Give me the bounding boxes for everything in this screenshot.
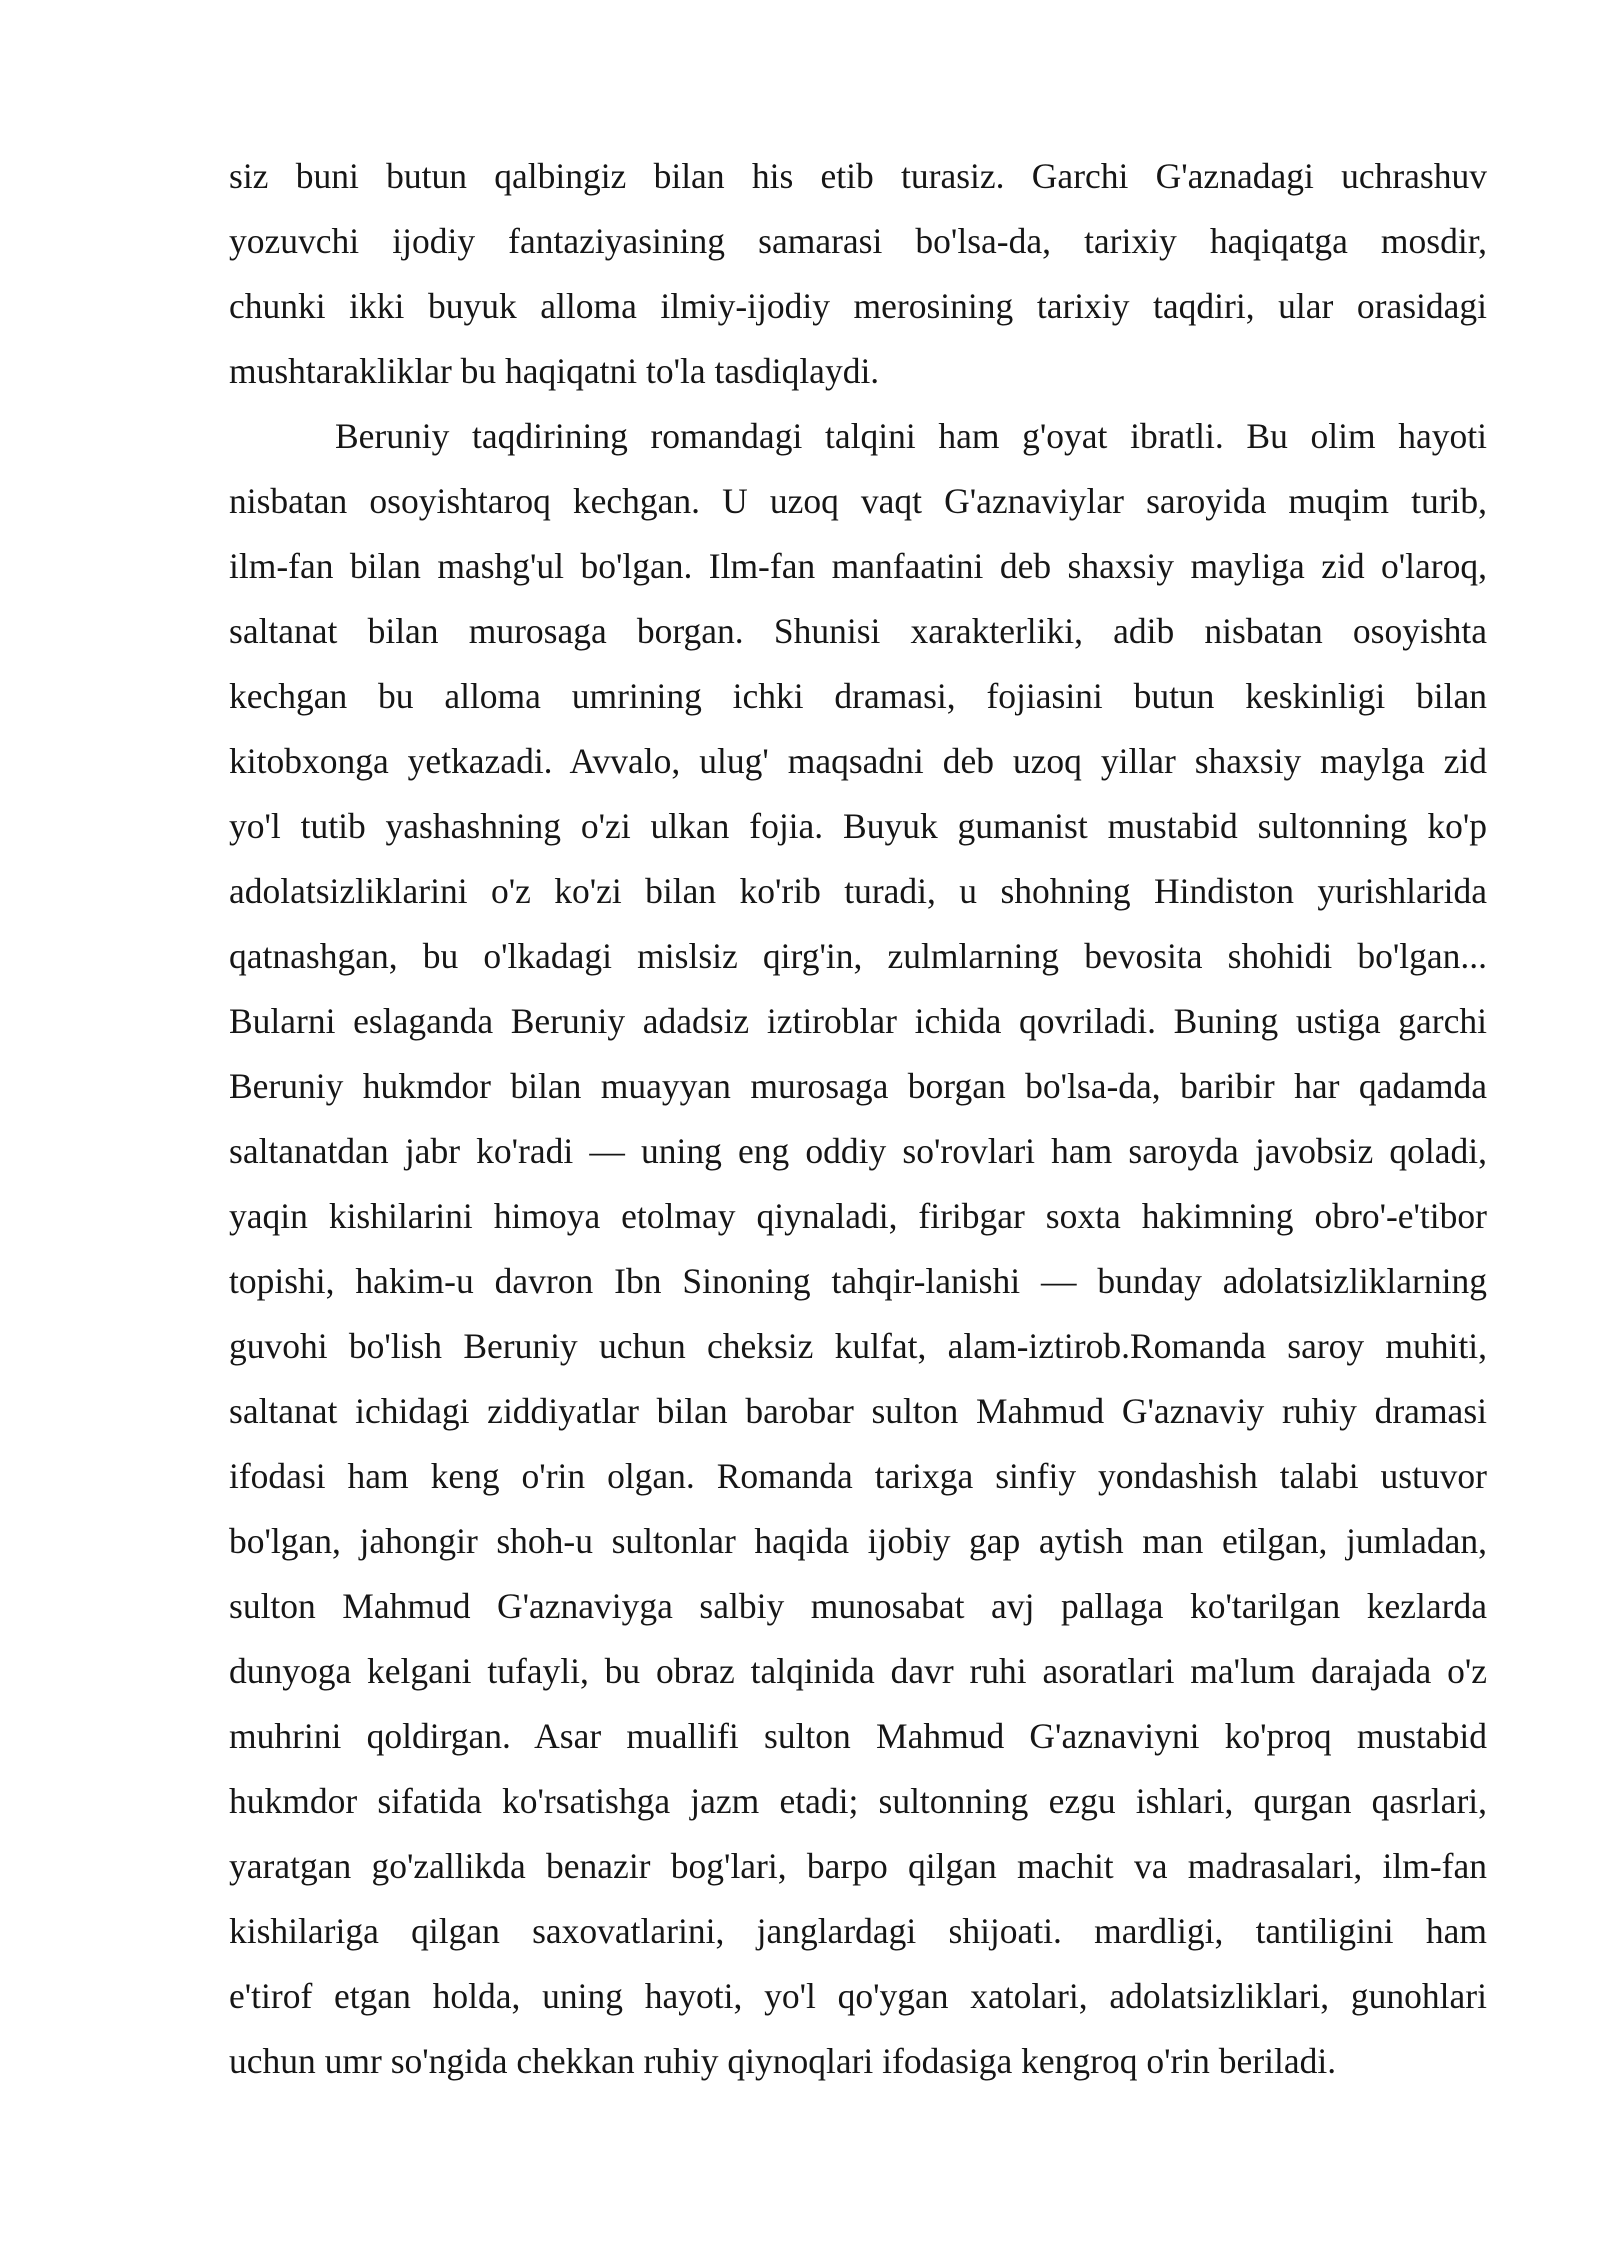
text-line: mushtarakliklar bu haqiqatni to'la tasdiqlaydi.: [229, 351, 880, 391]
text-line: guvohi bo'lish Beruniy uchun cheksiz kulfat, alam-iztirob.Romanda saroy muhiti,: [229, 1326, 1487, 1366]
paragraph-2: [229, 410, 1487, 2100]
text-line: kitobxonga yetkazadi. Avvalo, ulug' maqsadni deb uzoq yillar shaxsiy maylga zid: [229, 741, 1487, 781]
text-line: yozuvchi ijodiy fantaziyasining samarasi bo'lsa-da, tarixiy haqiqatga mosdir,: [229, 221, 1487, 261]
text-line: bo'lgan, jahongir shoh-u sultonlar haqida ijobiy gap aytish man etilgan, jumladan,: [229, 1521, 1487, 1561]
text-line: adolatsizliklarini o'z ko'zi bilan ko'rib turadi, u shohning Hindiston yurishlarida: [229, 871, 1487, 911]
text-line: saltanat ichidagi ziddiyatlar bilan barobar sulton Mahmud G'aznaviy ruhiy dramasi: [229, 1391, 1487, 1431]
text-line: siz buni butun qalbingiz bilan his etib turasiz. Garchi G'aznadagi uchrashuv: [229, 156, 1487, 196]
body-text: [229, 150, 1487, 2100]
text-line: yo'l tutib yashashning o'zi ulkan fojia. Buyuk gumanist mustabid sultonning ko'p: [229, 806, 1487, 846]
text-line: Bularni eslaganda Beruniy adadsiz iztiroblar ichida qovriladi. Buning ustiga garchi: [229, 1001, 1487, 1041]
text-line: Beruniy taqdirining romandagi talqini ham g'oyat ibratli. Bu olim hayoti: [335, 416, 1487, 456]
paragraph-1: [229, 150, 1487, 410]
text-line: yaqin kishilarini himoya etolmay qiynaladi, firibgar soxta hakimning obro'-e'tibor: [229, 1196, 1487, 1236]
text-line: nisbatan osoyishtaroq kechgan. U uzoq vaqt G'aznaviylar saroyida muqim turib,: [229, 481, 1487, 521]
text-line: Beruniy hukmdor bilan muayyan murosaga borgan bo'lsa-da, baribir har qadamda: [229, 1066, 1487, 1106]
text-line: qatnashgan, bu o'lkadagi mislsiz qirg'in, zulmlarning bevosita shohidi bo'lgan...: [229, 936, 1487, 976]
text-line: kechgan bu alloma umrining ichki dramasi, fojiasini butun keskinligi bilan: [229, 676, 1487, 716]
text-line: yaratgan go'zallikda benazir bog'lari, barpo qilgan machit va madrasalari, ilm-fan: [229, 1846, 1487, 1886]
text-line: kishilariga qilgan saxovatlarini, janglardagi shijoati. mardligi, tantiligini ham: [229, 1911, 1487, 1951]
text-line: ifodasi ham keng o'rin olgan. Romanda tarixga sinfiy yondashish talabi ustuvor: [229, 1456, 1487, 1496]
text-line: hukmdor sifatida ko'rsatishga jazm etadi; sultonning ezgu ishlari, qurgan qasrlari,: [229, 1781, 1487, 1821]
text-line: saltanat bilan murosaga borgan. Shunisi xarakterliki, adib nisbatan osoyishta: [229, 611, 1487, 651]
text-line: dunyoga kelgani tufayli, bu obraz talqinida davr ruhi asoratlari ma'lum darajada o'z: [229, 1651, 1487, 1691]
text-line: uchun umr so'ngida chekkan ruhiy qiynoqlari ifodasiga kengroq o'rin beriladi.: [229, 2041, 1337, 2081]
text-line: saltanatdan jabr ko'radi — uning eng oddiy so'rovlari ham saroyda javobsiz qoladi,: [229, 1131, 1487, 1171]
text-line: e'tirof etgan holda, uning hayoti, yo'l qo'ygan xatolari, adolatsizliklari, gunohlari: [229, 1976, 1487, 2016]
text-line: topishi, hakim-u davron Ibn Sinoning tahqir-lanishi — bunday adolatsizliklarning: [229, 1261, 1487, 1301]
text-line: sulton Mahmud G'aznaviyga salbiy munosabat avj pallaga ko'tarilgan kezlarda: [229, 1586, 1487, 1626]
text-line: chunki ikki buyuk alloma ilmiy-ijodiy merosining tarixiy taqdiri, ular orasidagi: [229, 286, 1487, 326]
text-line: ilm-fan bilan mashg'ul bo'lgan. Ilm-fan manfaatini deb shaxsiy mayliga zid o'laroq,: [229, 546, 1487, 586]
text-line: muhrini qoldirgan. Asar muallifi sulton Mahmud G'aznaviyni ko'proq mustabid: [229, 1716, 1487, 1756]
